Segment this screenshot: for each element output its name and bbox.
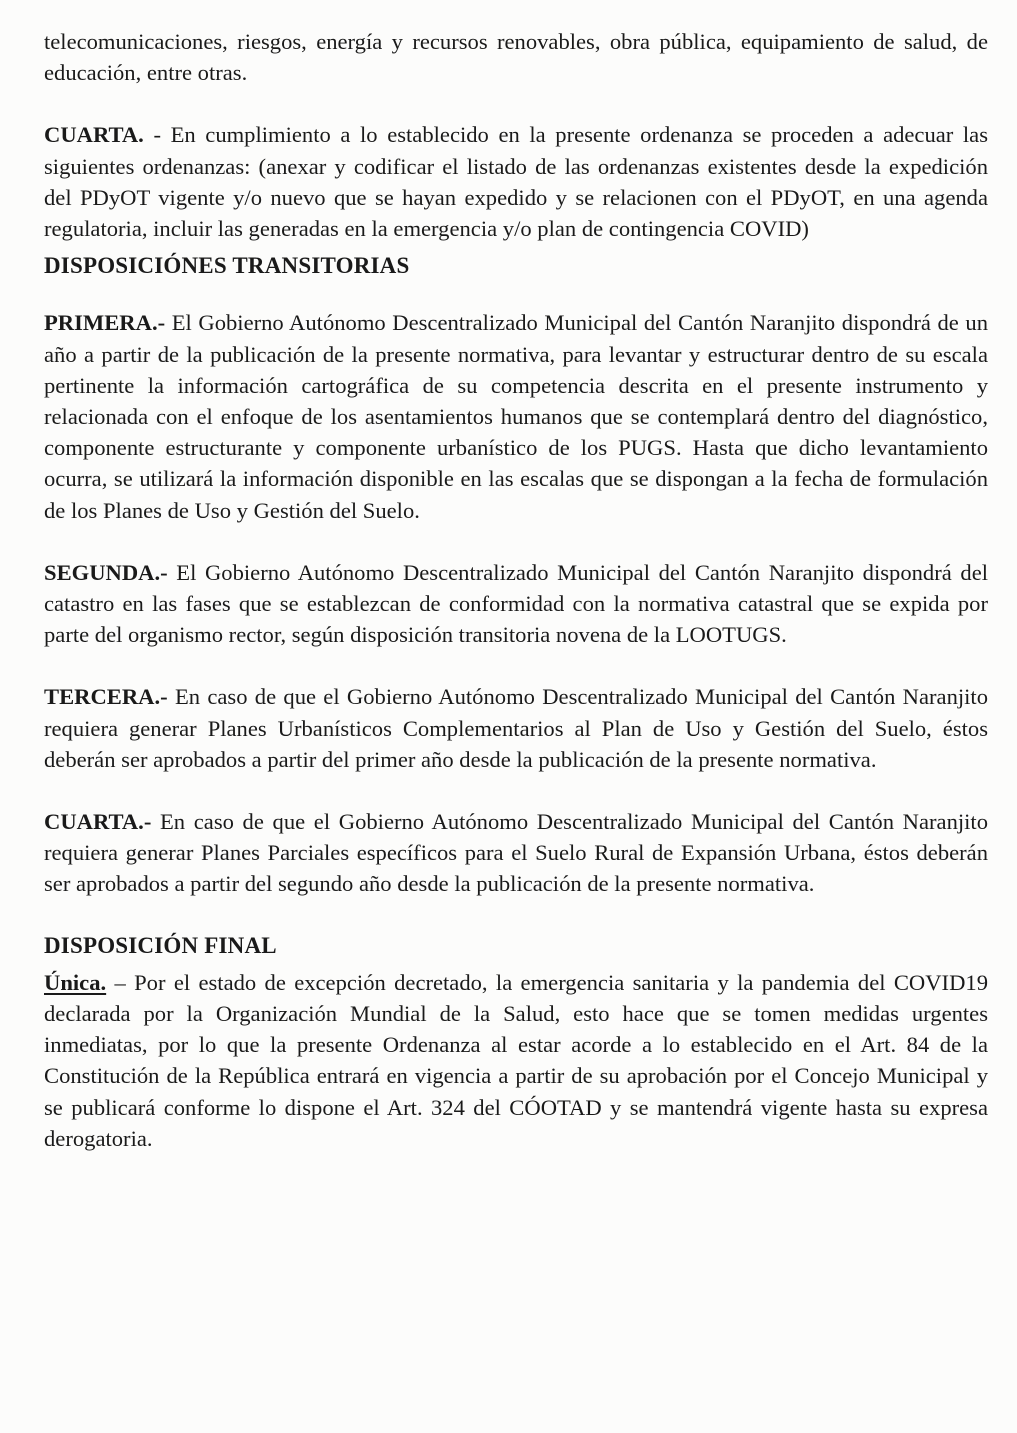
unica-text: – Por el estado de excepción decretado, la emergencia sanitaria y la pandemia del COVID19 declarada por la Organización Mundial de la Salud, esto hace que se tomen medidas urgentes inmediatas, por lo que la presente Ordenanza al estar acorde a lo establecido en el Art. 84 de la Constitución de la República entrará en vigencia a partir de su aprobación por el Concejo Municipal y se publicará conforme lo dispone el Art. 324 del CÓOTAD y se mantendrá vigente hasta su expresa derogatoria. [44,969,988,1151]
intro-paragraph: telecomunicaciones, riesgos, energía y recursos renovables, obra pública, equipamiento de salud, de educación, entre otras. [44,29,988,86]
segunda-paragraph [44,557,988,651]
document-body [44,26,988,1154]
segunda-text: El Gobierno Autónomo Descentralizado Municipal del Cantón Naranjito dispondrá del catastro en las fases que se establezcan de conformidad con la normativa catastral que se expida por parte del organismo rector, según disposición transitoria novena de la LOOTUGS. [44,559,988,648]
cuarta-ordenanzas-paragraph [44,119,988,244]
segunda-lead: SEGUNDA.- [44,559,168,585]
primera-text: El Gobierno Autónomo Descentralizado Municipal del Cantón Naranjito dispondrá de un año a partir de la publicación de la presente normativa, para levantar y estructurar dentro de su escala pertinente la información cartográfica de su competencia descrita en el presente instrumento y relacionada con el enfoque de los asentamientos humanos que se contemplará dentro del diagnóstico, componente estructurante y componente urbanístico de los PUGS. Hasta que dicho levantamiento ocurra, se utilizará la información disponible en las escalas que se dispongan a la fecha de formulación de los Planes de Uso y Gestión del Suelo. [44,310,988,523]
unica-lead: Única. [44,969,107,995]
cuarta-lead: CUARTA. [44,122,144,148]
cuarta-2-lead: CUARTA.- [44,809,152,835]
cuarta-text: - En cumplimiento a lo establecido en la presente ordenanza se proceden a adecuar las siguientes ordenanzas: (anexar y codificar el listado de las ordenanzas existentes desde la expedición del PDyOT vigente y/o nuevo que se hayan expedido y se relacionen con el PDyOT, en una agenda regulatoria, incluir las generadas en la emergencia y/o plan de contingencia COVID) [44,122,988,242]
tercera-paragraph [44,681,988,775]
primera-lead: PRIMERA.- [44,310,166,336]
tercera-lead: TERCERA.- [44,684,168,710]
heading-disposicion-final: DISPOSICIÓN FINAL [44,932,277,958]
spacer [44,775,988,806]
tercera-text: En caso de que el Gobierno Autónomo Descentralizado Municipal del Cantón Naranjito requiera generar Planes Urbanísticos Complementarios al Plan de Uso y Gestión del Suelo, éstos deberán ser aprobados a partir del primer año desde la publicación de la presente normativa. [44,684,988,772]
cuarta-2-text: En caso de que el Gobierno Autónomo Descentralizado Municipal del Cantón Naranjito requiera generar Planes Parciales específicos para el Suelo Rural de Expansión Urbana, éstos deberán ser aprobados a partir del segundo año desde la publicación de la presente normativa. [44,809,988,897]
spacer [44,526,988,557]
spacer [44,650,988,681]
primera-paragraph [44,307,988,525]
cuarta-planes-parciales-paragraph [44,806,988,900]
spacer [44,88,988,119]
unica-paragraph [44,967,988,1154]
heading-disposiciones-transitorias: DISPOSICIÓNES TRANSITORIAS [44,253,410,279]
